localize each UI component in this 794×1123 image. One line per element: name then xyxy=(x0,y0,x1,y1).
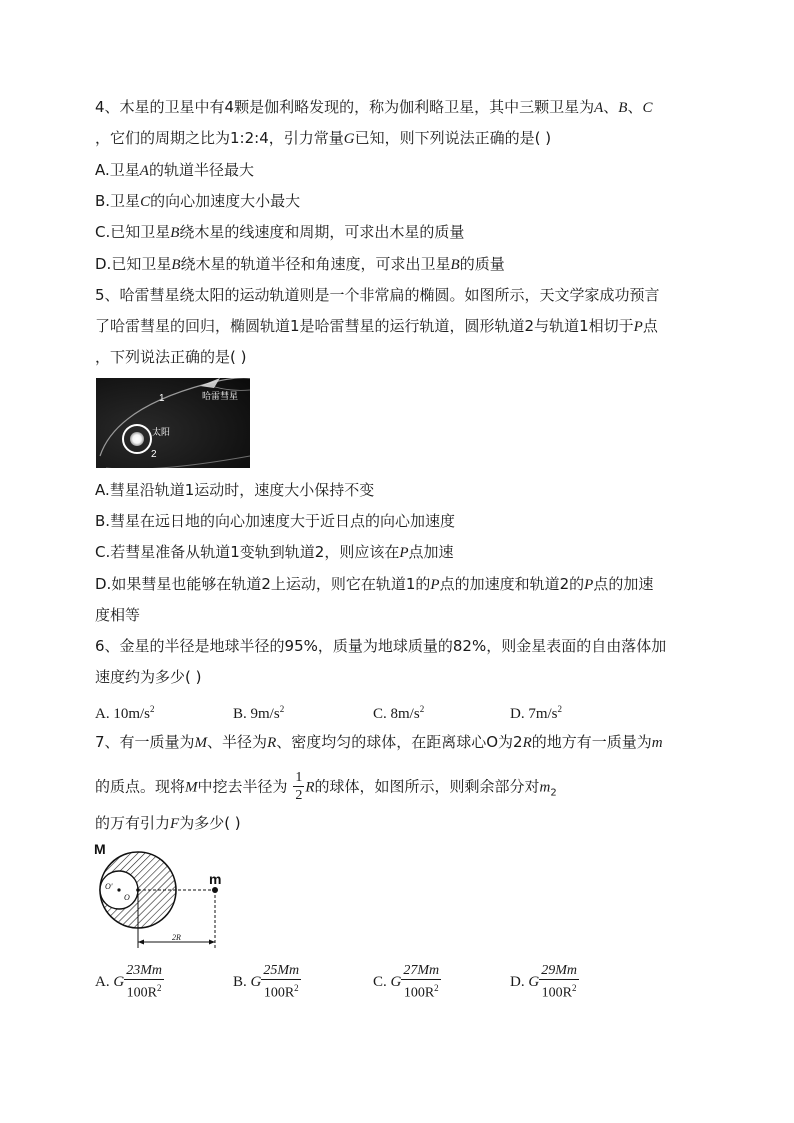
q4-stem-line2: ，它们的周期之比为1:2:4，引力常量G已知，则下列说法正确的是( ) xyxy=(95,129,552,147)
q4-option-c: C.已知卫星B绕木星的线速度和周期，可求出木星的质量 xyxy=(95,223,465,241)
q5-option-a: A.彗星沿轨道1运动时，速度大小保持不变 xyxy=(95,481,375,499)
q6-option-c: C. $8m/s^2$ xyxy=(373,704,425,722)
label-small-m: m xyxy=(209,871,222,887)
sun-icon xyxy=(130,432,144,446)
q7-stem-line3: 的万有引力F为多少( ) xyxy=(95,814,241,832)
label-orbit-1: 1 xyxy=(159,393,165,404)
q6-option-d: D. $7m/s^2$ xyxy=(510,704,563,722)
label-2r: 2R xyxy=(172,933,181,942)
q5-stem-line1: 5、哈雷彗星绕太阳的运动轨道则是一个非常扁的椭圆。如图所示，天文学家成功预言 xyxy=(95,286,660,304)
q6-option-a: A. $10m/s^2$ xyxy=(95,704,155,722)
q5-stem-line2: 了哈雷彗星的回归，椭圆轨道1是哈雷彗星的运行轨道，圆形轨道2与轨道1相切于P点 xyxy=(95,317,658,335)
halley-orbit-diagram xyxy=(96,378,250,468)
q5-option-d: D.如果彗星也能够在轨道2上运动，则它在轨道1的P点的加速度和轨道2的P点的加速 xyxy=(95,575,654,593)
halley-comet-figure xyxy=(96,378,250,468)
q5-option-b: B.彗星在远日地的向心加速度大于近日点的向心加速度 xyxy=(95,512,456,530)
label-big-m: M xyxy=(94,841,106,857)
q7-option-d: D. G $\frac{29Mm}{100R^2}$ xyxy=(510,963,577,1001)
q4-option-a: A.卫星A的轨道半径最大 xyxy=(95,161,254,179)
q7-option-b-fraction: $\frac{25Mm}{100R^2}$ xyxy=(263,963,300,1001)
label-o-prime: O' xyxy=(105,882,113,891)
q7-option-c: C. G $\frac{27Mm}{100R^2}$ xyxy=(373,963,440,1001)
q7-option-b: B. G $\frac{25Mm}{100R^2}$ xyxy=(233,963,300,1001)
q7-option-c-fraction: $\frac{27Mm}{100R^2}$ xyxy=(403,963,440,1001)
q7-stem-line1: 7、有一质量为M、半径为R、密度均匀的球体，在距离球心O为2R的地方有一质量为m xyxy=(95,733,663,751)
q7-stem-line2: 的质点。现将M中挖去半径为 $\frac{1}{2}$ R的球体，如图所示，则剩余部分对$m_2$ xyxy=(95,770,557,803)
q7-option-d-fraction: $\frac{29Mm}{100R^2}$ xyxy=(541,963,577,1001)
q6-stem-line1: 6、金星的半径是地球半径的95%，质量为地球质量的82%，则金星表面的自由落体加 xyxy=(95,637,667,655)
q6-stem-line2: 速度约为多少( ) xyxy=(95,668,202,686)
q7-option-a-fraction: $\frac{23Mm}{100R^2}$ xyxy=(126,963,162,1001)
q5-option-d-line2: 度相等 xyxy=(95,606,141,624)
q6-option-b: B. $9m/s^2$ xyxy=(233,704,285,722)
q5-option-c: C.若彗星准备从轨道1变轨到轨道2，则应该在P点加速 xyxy=(95,543,454,561)
label-sun: 太阳 xyxy=(152,428,171,438)
q4-option-d: D.已知卫星B绕木星的轨道半径和角速度，可求出卫星B的质量 xyxy=(95,255,505,273)
label-o: O xyxy=(124,893,130,902)
q7-option-a: A. G $\frac{23Mm}{100R^2}$ xyxy=(95,963,162,1001)
q5-stem-line3: ，下列说法正确的是( ) xyxy=(95,348,247,366)
q4-option-b: B.卫星C的向心加速度大小最大 xyxy=(95,192,301,210)
fraction-one-half: $\frac{1}{2}$ xyxy=(295,770,303,803)
q4-stem-line1: 4、木星的卫星中有4颗是伽利略发现的，称为伽利略卫星，其中三颗卫星为A、B、C xyxy=(95,98,653,116)
label-halley-comet: 哈雷彗星 xyxy=(202,392,239,402)
label-orbit-2: 2 xyxy=(151,449,157,460)
hollow-sphere-figure xyxy=(94,840,234,952)
hollow-sphere-diagram xyxy=(94,840,234,952)
